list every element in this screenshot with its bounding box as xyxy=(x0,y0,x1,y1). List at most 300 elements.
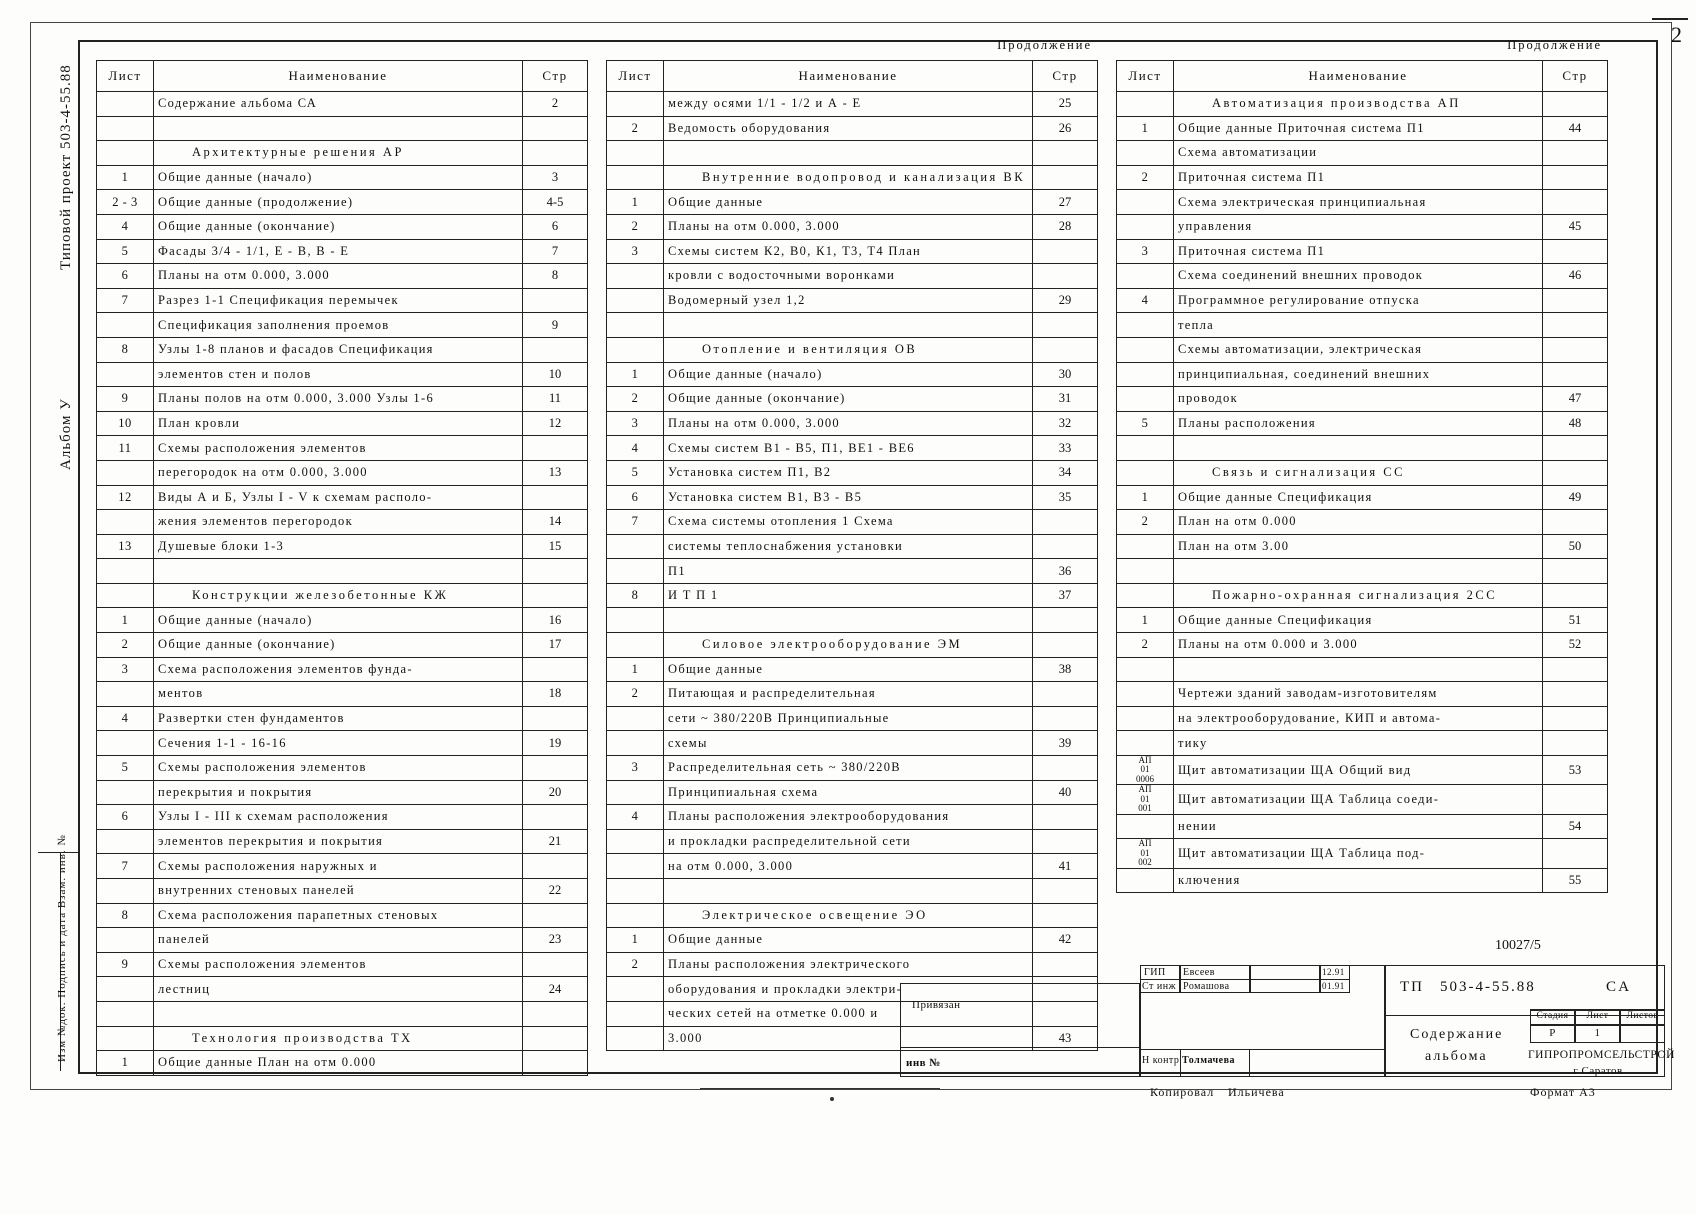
table-row xyxy=(607,214,1098,239)
cell-page xyxy=(523,756,588,781)
cell-page xyxy=(1543,92,1608,117)
cell-page xyxy=(1543,288,1608,313)
table-row xyxy=(607,288,1098,313)
cell-sheet: 9 xyxy=(97,387,154,412)
cell-sheet: 8 xyxy=(97,337,154,362)
cell-sheet xyxy=(97,583,154,608)
format-label: Формат А3 xyxy=(1530,1085,1596,1099)
stage-header: Стадия xyxy=(1536,1011,1569,1021)
table-row xyxy=(607,460,1098,485)
cell-name: План кровли xyxy=(154,411,523,436)
cell-sheet: 4 xyxy=(607,805,664,830)
cell-sheet xyxy=(97,1026,154,1051)
cell-page xyxy=(523,657,588,682)
cell-page xyxy=(1033,608,1098,633)
cell-name: элементов стен и полов xyxy=(154,362,523,387)
cell-section-heading: Конструкции железобетонные КЖ xyxy=(154,583,523,608)
cell-name: Ведомость оборудования xyxy=(664,116,1033,141)
cell-name: нении xyxy=(1174,814,1543,839)
corner-rule xyxy=(1652,18,1688,20)
cell-page: 2 xyxy=(523,92,588,117)
cell-page xyxy=(523,854,588,879)
cell-page xyxy=(523,903,588,928)
column-caption-3: Продолжение xyxy=(1507,38,1602,52)
cell-page xyxy=(1543,510,1608,535)
cell-name: между осями 1/1 - 1/2 и А - Е xyxy=(664,92,1033,117)
table-row xyxy=(607,608,1098,633)
cell-name: Схемы расположения элементов xyxy=(154,952,523,977)
cell-name: Общие данные Спецификация xyxy=(1174,608,1543,633)
cell-sheet xyxy=(97,92,154,117)
cell-sheet xyxy=(607,829,664,854)
cell-name: 3.000 xyxy=(664,1026,1033,1051)
table-row xyxy=(607,854,1098,879)
cell-name: Схема автоматизации xyxy=(1174,141,1543,166)
cell-sheet xyxy=(97,977,154,1002)
cell-sheet xyxy=(607,1001,664,1026)
cell-page: 32 xyxy=(1033,411,1098,436)
table-row xyxy=(1117,387,1608,412)
cell-page: 17 xyxy=(523,633,588,658)
cell-sheet: 7 xyxy=(97,854,154,879)
cell-name: лестниц xyxy=(154,977,523,1002)
cell-page: 52 xyxy=(1543,633,1608,658)
cell-sheet xyxy=(97,879,154,904)
cell-name: кровли с водосточными воронками xyxy=(664,264,1033,289)
cell-name: жения элементов перегородок xyxy=(154,510,523,535)
cell-page xyxy=(523,1026,588,1051)
cell-name: Общие данные Приточная система П1 xyxy=(1174,116,1543,141)
fold-mark-line xyxy=(700,1088,940,1089)
cell-sheet xyxy=(607,977,664,1002)
table-row xyxy=(607,657,1098,682)
cell-name: Разрез 1-1 Спецификация перемычек xyxy=(154,288,523,313)
table-row xyxy=(97,928,588,953)
cell-name: Схемы расположения наружных и xyxy=(154,854,523,879)
table-row xyxy=(97,141,588,166)
cell-page: 18 xyxy=(523,682,588,707)
cell-sheet xyxy=(1117,337,1174,362)
cell-sheet xyxy=(607,313,664,338)
cell-name xyxy=(664,879,1033,904)
nkontr-label: Н контр xyxy=(1142,1055,1180,1066)
cell-page: 33 xyxy=(1033,436,1098,461)
cell-section-heading: Силовое электрооборудование ЭМ xyxy=(664,633,1033,658)
sheet-value: 1 xyxy=(1594,1027,1601,1039)
cell-name: Водомерный узел 1,2 xyxy=(664,288,1033,313)
table-row xyxy=(607,485,1098,510)
cell-sheet xyxy=(1117,141,1174,166)
cell-name: перекрытия и покрытия xyxy=(154,780,523,805)
table-row xyxy=(97,190,588,215)
cell-page xyxy=(523,559,588,584)
col1-header-sheet: Лист xyxy=(97,61,154,92)
table-row xyxy=(1117,239,1608,264)
cell-page xyxy=(1033,903,1098,928)
cell-page: 41 xyxy=(1033,854,1098,879)
cell-name: Схемы систем В1 - В5, П1, ВЕ1 - ВЕ6 xyxy=(664,436,1033,461)
table-row xyxy=(1117,485,1608,510)
cell-sheet xyxy=(1117,313,1174,338)
cell-sheet: 1 xyxy=(97,1051,154,1076)
col2-header-name: Наименование xyxy=(664,61,1033,92)
cell-name: Общие данные (начало) xyxy=(154,608,523,633)
cell-page xyxy=(523,116,588,141)
cell-name: перегородок на отм 0.000, 3.000 xyxy=(154,460,523,485)
cell-name: оборудования и прокладки электри- xyxy=(664,977,1033,1002)
cell-sheet xyxy=(607,608,664,633)
cell-page: 45 xyxy=(1543,214,1608,239)
cell-sheet: 2 xyxy=(607,116,664,141)
cell-sheet: 6 xyxy=(607,485,664,510)
cell-page xyxy=(523,337,588,362)
cell-page xyxy=(1033,534,1098,559)
cell-page xyxy=(1543,682,1608,707)
table-row xyxy=(1117,682,1608,707)
table-row xyxy=(607,411,1098,436)
cell-sheet: 7 xyxy=(607,510,664,535)
cell-name: системы теплоснабжения установки xyxy=(664,534,1033,559)
cell-page xyxy=(1543,141,1608,166)
cell-sheet: 2 xyxy=(1117,510,1174,535)
cell-name: ментов xyxy=(154,682,523,707)
table-row xyxy=(607,731,1098,756)
table-row xyxy=(1117,411,1608,436)
cell-sheet: 3 xyxy=(607,239,664,264)
table-row xyxy=(1117,756,1608,785)
cell-sheet: 11 xyxy=(97,436,154,461)
cell-page xyxy=(1033,141,1098,166)
cell-name: проводок xyxy=(1174,387,1543,412)
table-row xyxy=(97,559,588,584)
left-vertical-revision-text: Изм №док. Подпись и дата Взам. инв. № xyxy=(56,834,68,1062)
table-row xyxy=(97,288,588,313)
cell-sheet: 2 xyxy=(97,633,154,658)
table-row xyxy=(607,879,1098,904)
table-row xyxy=(607,633,1098,658)
col1-header-page: Стр xyxy=(523,61,588,92)
cell-sheet: 12 xyxy=(97,485,154,510)
cell-page: 11 xyxy=(523,387,588,412)
gip-name: Евсеев xyxy=(1183,967,1215,978)
table-row xyxy=(607,337,1098,362)
cell-sheet: 4 xyxy=(97,706,154,731)
table-row xyxy=(1117,868,1608,893)
cell-page: 51 xyxy=(1543,608,1608,633)
cell-page: 19 xyxy=(523,731,588,756)
cell-name: Общие данные (окончание) xyxy=(154,214,523,239)
table-row xyxy=(607,559,1098,584)
cell-page xyxy=(1033,239,1098,264)
table-row xyxy=(607,141,1098,166)
cell-name: Общие данные Спецификация xyxy=(1174,485,1543,510)
column-caption-2: Продолжение xyxy=(997,38,1092,52)
cell-page xyxy=(1543,239,1608,264)
cell-page xyxy=(1033,829,1098,854)
cell-page xyxy=(1543,436,1608,461)
cell-name: П1 xyxy=(664,559,1033,584)
cell-sheet xyxy=(1117,460,1174,485)
cell-sheet: 3 xyxy=(607,411,664,436)
table-row xyxy=(97,633,588,658)
cell-sheet: 3 xyxy=(97,657,154,682)
cell-page: 35 xyxy=(1033,485,1098,510)
cell-name: Схемы систем К2, В0, К1, Т3, Т4 План xyxy=(664,239,1033,264)
cell-page xyxy=(1543,313,1608,338)
cell-section-heading: Внутренние водопровод и канализация ВК xyxy=(664,165,1033,190)
cell-name: ческих сетей на отметке 0.000 и xyxy=(664,1001,1033,1026)
table-row xyxy=(97,92,588,117)
table-row xyxy=(97,460,588,485)
cell-name xyxy=(154,1001,523,1026)
cell-name: План на отм 3.00 xyxy=(1174,534,1543,559)
table-row xyxy=(97,362,588,387)
cell-page: 44 xyxy=(1543,116,1608,141)
cell-name: на отм 0.000, 3.000 xyxy=(664,854,1033,879)
cell-sheet: 7 xyxy=(97,288,154,313)
cell-sheet xyxy=(1117,706,1174,731)
cell-name: Схема электрическая принципиальная xyxy=(1174,190,1543,215)
cell-page xyxy=(1543,559,1608,584)
cell-sheet xyxy=(97,559,154,584)
table-row xyxy=(1117,608,1608,633)
cell-page xyxy=(1543,165,1608,190)
cell-name: Схемы автоматизации, электрическая xyxy=(1174,337,1543,362)
cell-sheet xyxy=(1117,731,1174,756)
cell-sheet: 6 xyxy=(97,264,154,289)
toc-table-2 xyxy=(606,60,1098,1051)
cell-sheet: 2 xyxy=(607,682,664,707)
cell-section-heading: Отопление и вентиляция ОВ xyxy=(664,337,1033,362)
cell-sheet xyxy=(1117,559,1174,584)
cell-page xyxy=(1033,633,1098,658)
table-row xyxy=(1117,510,1608,535)
table-row xyxy=(607,583,1098,608)
contents-column-1 xyxy=(96,60,588,1070)
sheets-header: Листов xyxy=(1626,1011,1659,1021)
cell-sheet: 4 xyxy=(607,436,664,461)
project-label: Типовой проект 503-4-55.88 xyxy=(58,64,74,270)
cell-section-heading: Архитектурные решения АР xyxy=(154,141,523,166)
cell-sheet: 2 xyxy=(607,952,664,977)
table-row xyxy=(607,190,1098,215)
cell-name: Общие данные План на отм 0.000 xyxy=(154,1051,523,1076)
cell-name: Общие данные xyxy=(664,928,1033,953)
cell-sheet xyxy=(97,362,154,387)
table-row xyxy=(97,387,588,412)
table-row xyxy=(97,214,588,239)
cell-sheet xyxy=(97,829,154,854)
cell-sheet xyxy=(607,288,664,313)
cell-name: панелей xyxy=(154,928,523,953)
cell-sheet xyxy=(1117,868,1174,893)
table-row xyxy=(97,829,588,854)
stinzh-date: 01.91 xyxy=(1322,981,1345,991)
cell-page xyxy=(1543,706,1608,731)
cell-page: 20 xyxy=(523,780,588,805)
cell-page xyxy=(523,141,588,166)
table-row xyxy=(97,805,588,830)
cell-sheet xyxy=(607,165,664,190)
table-row xyxy=(97,485,588,510)
cell-sheet xyxy=(1117,436,1174,461)
cell-page: 27 xyxy=(1033,190,1098,215)
cell-sheet: 2 xyxy=(1117,165,1174,190)
cell-name: Сечения 1-1 - 16-16 xyxy=(154,731,523,756)
cell-sheet xyxy=(97,731,154,756)
cell-page: 43 xyxy=(1033,1026,1098,1051)
cell-name: Планы на отм 0.000, 3.000 xyxy=(664,411,1033,436)
cell-section-heading: Пожарно-охранная сигнализация 2СС xyxy=(1174,583,1543,608)
doc-title-line1: Содержание xyxy=(1410,1027,1504,1042)
col3-header-page: Стр xyxy=(1543,61,1608,92)
tp-label: ТП xyxy=(1400,979,1424,995)
table-row xyxy=(1117,313,1608,338)
cell-sheet xyxy=(607,854,664,879)
table-row xyxy=(97,436,588,461)
cell-sheet xyxy=(607,559,664,584)
cell-sheet xyxy=(607,264,664,289)
cell-name: Виды А и Б, Узлы I - V к схемам располо- xyxy=(154,485,523,510)
col3-header-sheet: Лист xyxy=(1117,61,1174,92)
cell-page xyxy=(1033,165,1098,190)
table-row xyxy=(1117,92,1608,117)
table-row xyxy=(1117,839,1608,868)
col2-header-sheet: Лист xyxy=(607,61,664,92)
cell-page xyxy=(1033,264,1098,289)
cell-page xyxy=(1033,337,1098,362)
cell-sheet: АП 01 002 xyxy=(1117,839,1174,868)
cell-name: И Т П 1 xyxy=(664,583,1033,608)
document-mark: СА xyxy=(1606,979,1633,995)
table-row xyxy=(607,756,1098,781)
cell-page xyxy=(523,485,588,510)
table-row xyxy=(607,534,1098,559)
cell-page: 14 xyxy=(523,510,588,535)
cell-sheet xyxy=(97,313,154,338)
cell-name: Установка систем В1, В3 - В5 xyxy=(664,485,1033,510)
cell-sheet xyxy=(607,879,664,904)
cell-sheet: АП 01 001 xyxy=(1117,785,1174,814)
cell-page: 24 xyxy=(523,977,588,1002)
cell-name: Общие данные (продолжение) xyxy=(154,190,523,215)
gip-date: 12.91 xyxy=(1322,967,1345,977)
cell-page xyxy=(1033,879,1098,904)
cell-page xyxy=(1543,460,1608,485)
col2-header-page: Стр xyxy=(1033,61,1098,92)
cell-page xyxy=(523,805,588,830)
cell-page xyxy=(1543,337,1608,362)
cell-name: Общие данные (окончание) xyxy=(154,633,523,658)
cell-name: Общие данные (начало) xyxy=(154,165,523,190)
cell-sheet: 6 xyxy=(97,805,154,830)
table-row xyxy=(1117,583,1608,608)
cell-sheet xyxy=(607,780,664,805)
cell-page: 53 xyxy=(1543,756,1608,785)
cell-name: Схемы расположения элементов xyxy=(154,756,523,781)
table-row xyxy=(607,829,1098,854)
table-row xyxy=(1117,731,1608,756)
left-vertical-title xyxy=(58,64,75,470)
table-row xyxy=(607,682,1098,707)
cell-name: Планы расположения электрического xyxy=(664,952,1033,977)
cell-page xyxy=(1033,313,1098,338)
table-row xyxy=(97,903,588,928)
table-row xyxy=(97,879,588,904)
cell-name: Чертежи зданий заводам-изготовителям xyxy=(1174,682,1543,707)
table-row xyxy=(97,534,588,559)
cell-sheet: 3 xyxy=(1117,239,1174,264)
cell-page xyxy=(523,436,588,461)
cell-page xyxy=(523,1051,588,1076)
cell-sheet xyxy=(1117,657,1174,682)
cell-name: Приточная система П1 xyxy=(1174,165,1543,190)
cell-sheet xyxy=(1117,264,1174,289)
cell-name: Общие данные xyxy=(664,190,1033,215)
cell-page xyxy=(523,952,588,977)
table-row xyxy=(607,362,1098,387)
table-row xyxy=(97,1001,588,1026)
copied-label: Копировал xyxy=(1150,1085,1215,1099)
cell-sheet: 1 xyxy=(607,362,664,387)
cell-sheet xyxy=(607,633,664,658)
cell-page: 22 xyxy=(523,879,588,904)
cell-page: 15 xyxy=(523,534,588,559)
cell-name: Программное регулирование отпуска xyxy=(1174,288,1543,313)
cell-sheet xyxy=(97,141,154,166)
cell-sheet xyxy=(607,337,664,362)
table-row xyxy=(97,264,588,289)
cell-sheet: 2 xyxy=(607,214,664,239)
gip-label: ГИП xyxy=(1144,967,1166,978)
stinzh-name: Ромашова xyxy=(1183,981,1230,992)
cell-page xyxy=(1543,731,1608,756)
table-row xyxy=(607,239,1098,264)
table-row xyxy=(607,313,1098,338)
table-row xyxy=(97,780,588,805)
cell-sheet xyxy=(1117,534,1174,559)
table-row xyxy=(97,706,588,731)
cell-section-heading: Связь и сигнализация СС xyxy=(1174,460,1543,485)
table-row xyxy=(97,1051,588,1076)
table-row xyxy=(1117,460,1608,485)
cell-page: 48 xyxy=(1543,411,1608,436)
cell-sheet xyxy=(1117,682,1174,707)
album-label: Альбом У xyxy=(58,398,74,470)
cell-sheet xyxy=(97,510,154,535)
table-row xyxy=(607,510,1098,535)
cell-section-heading: Технология производства ТХ xyxy=(154,1026,523,1051)
cell-name: Щит автоматизации ЩА Таблица под- xyxy=(1174,839,1543,868)
stage-value: Р xyxy=(1549,1027,1556,1039)
cell-page: 21 xyxy=(523,829,588,854)
table-row xyxy=(97,608,588,633)
cell-page: 55 xyxy=(1543,868,1608,893)
cell-page: 13 xyxy=(523,460,588,485)
cell-name: тику xyxy=(1174,731,1543,756)
cell-name: тепла xyxy=(1174,313,1543,338)
cell-name xyxy=(1174,657,1543,682)
cell-sheet: 10 xyxy=(97,411,154,436)
cell-sheet xyxy=(1117,190,1174,215)
cell-page: 29 xyxy=(1033,288,1098,313)
table-row xyxy=(97,411,588,436)
cell-name: на электрооборудование, КИП и автома- xyxy=(1174,706,1543,731)
table-row xyxy=(607,706,1098,731)
table-row xyxy=(1117,534,1608,559)
fold-mark-dot xyxy=(830,1097,834,1101)
table-row xyxy=(1117,165,1608,190)
